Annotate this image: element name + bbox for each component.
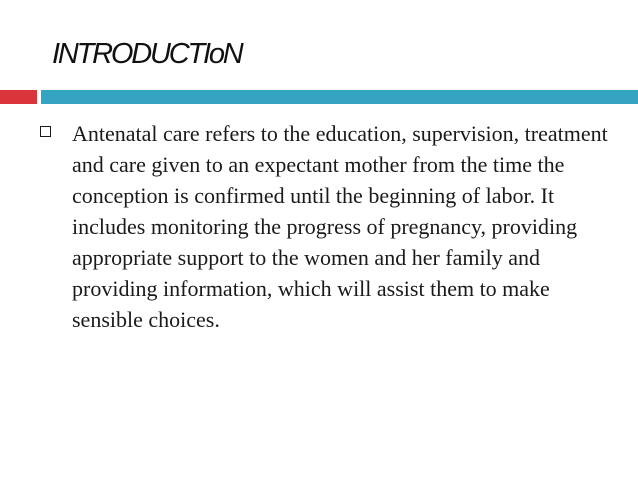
title-underline-bar bbox=[41, 90, 638, 104]
square-bullet-icon bbox=[40, 126, 51, 137]
title-accent-bar bbox=[0, 90, 37, 104]
slide-title: INTRODUCTIoN bbox=[52, 38, 242, 70]
bullet-text: Antenatal care refers to the education, supervision, treatment and care given to an expectant mother from the time the conception is confirmed until the beginning of labor. It includes monitoring the progress of pregnancy, providing appropriate support to the women and her family and providing information, which will assist them to make sensible choices. bbox=[72, 121, 608, 332]
